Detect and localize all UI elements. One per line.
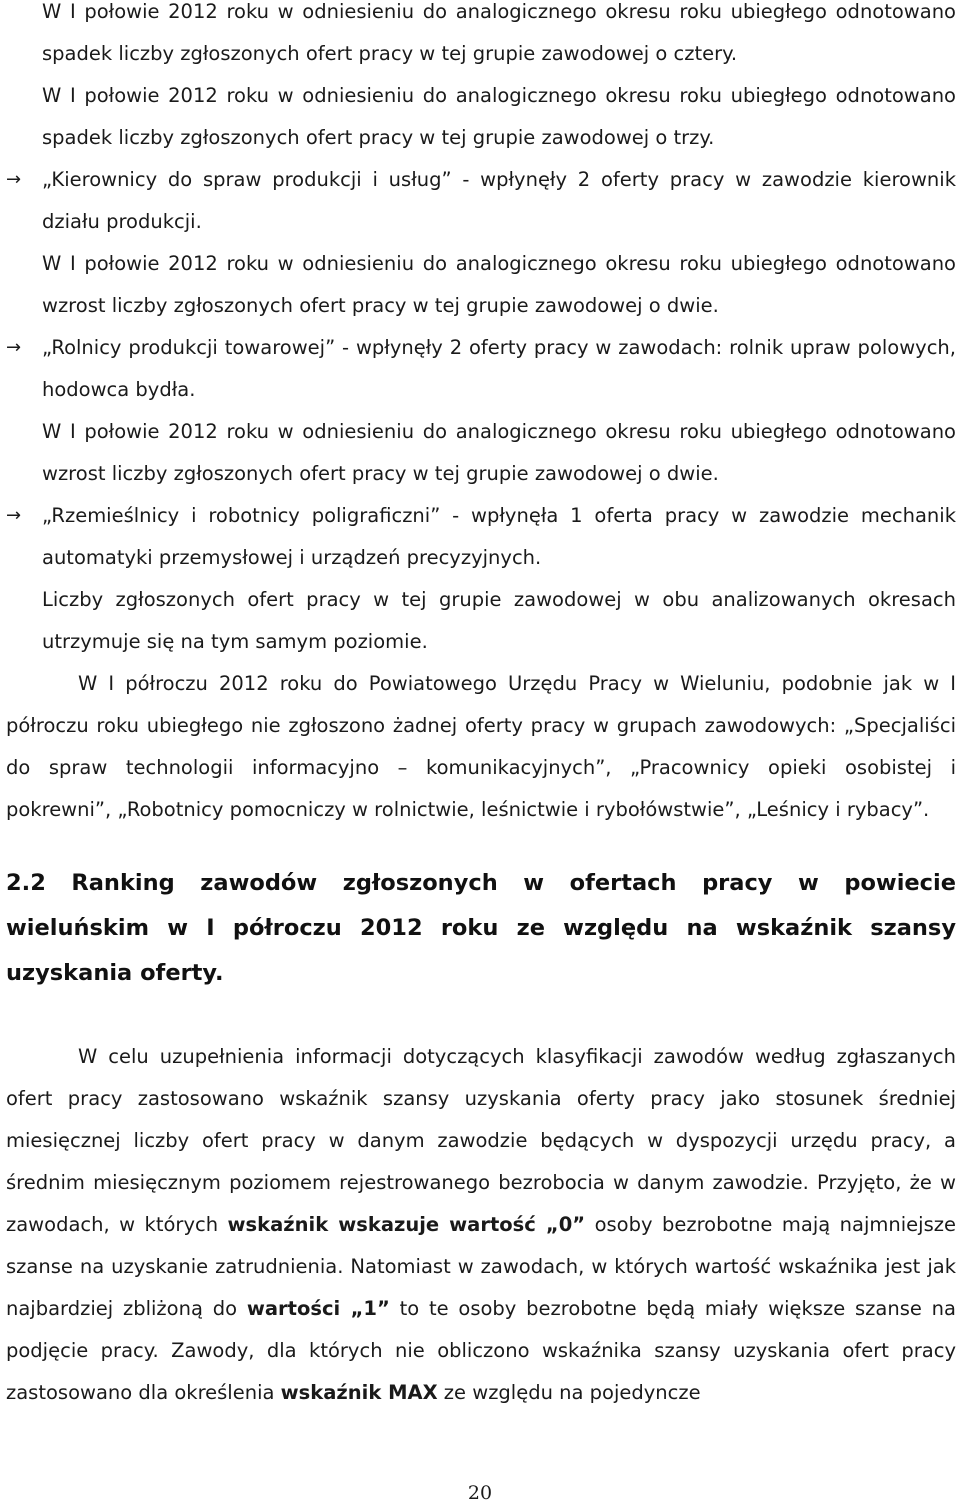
page-number: 20 bbox=[467, 1482, 493, 1504]
paragraph: Liczby zgłoszonych ofert pracy w tej grupie zawodowej w obu analizowanych okresach utrzymuje się na tym samym poziomie. bbox=[42, 588, 956, 653]
bullet-item bbox=[6, 159, 956, 243]
bullet-text: „Rolnicy produkcji towarowej” - wpłynęły 2 oferty pracy w zawodach: rolnik upraw polowych, hodowca bydła. bbox=[42, 336, 956, 401]
section-title: Ranking zawodów zgłoszonych w ofertach pracy w powiecie wieluńskim w I półroczu 2012 roku ze względu na wskaźnik szansy uzyskania oferty. bbox=[6, 870, 956, 986]
paragraph: W I połowie 2012 roku w odniesieniu do analogicznego okresu roku ubiegłego odnotowano wzrost liczby zgłoszonych ofert pracy w tej grupie zawodowej o dwie. bbox=[42, 420, 956, 485]
bold-text: wskaźnik wskazuje wartość „0” bbox=[227, 1213, 586, 1236]
paragraph: W I półroczu 2012 roku do Powiatowego Urzędu Pracy w Wieluniu, podobnie jak w I półroczu roku ubiegłego nie zgłoszono żadnej oferty pracy w grupach zawodowych: „Specjaliści do spraw technologii informacyjno – komunikacyjnych”, „Pracownicy opieki osobistej i pokrewni”, „Robotnicy pomocniczy w rolnictwie, leśnictwie i rybołówstwie”, „Leśnicy i rybacy”. bbox=[6, 672, 956, 821]
bullet-item bbox=[6, 495, 956, 579]
document-page bbox=[6, 0, 956, 1414]
bullet-text: „Rzemieślnicy i robotnicy poligraficzni” - wpłynęła 1 oferta pracy w zawodzie mechanik automatyki przemysłowej i urządzeń precyzyjnych. bbox=[42, 504, 956, 569]
bullet-text: „Kierownicy do spraw produkcji i usług” - wpłynęły 2 oferty pracy w zawodzie kierownik działu produkcji. bbox=[42, 168, 956, 233]
bold-text: wartości „1” bbox=[246, 1297, 390, 1320]
section-heading bbox=[6, 861, 956, 996]
bullet-item bbox=[6, 327, 956, 411]
bold-text: wskaźnik MAX bbox=[280, 1381, 438, 1404]
section-number: 2.2 bbox=[6, 870, 46, 896]
paragraph: W I połowie 2012 roku w odniesieniu do analogicznego okresu roku ubiegłego odnotowano spadek liczby zgłoszonych ofert pracy w tej grupie zawodowej o cztery. bbox=[42, 0, 956, 65]
paragraph: W I połowie 2012 roku w odniesieniu do analogicznego okresu roku ubiegłego odnotowano spadek liczby zgłoszonych ofert pracy w tej grupie zawodowej o trzy. bbox=[42, 84, 956, 149]
paragraph: W celu uzupełnienia informacji dotyczących klasyfikacji zawodów według zgłaszanych ofert pracy zastosowano wskaźnik szansy uzyskania oferty pracy jako stosunek średniej miesięcznej liczby ofert pracy w danym zawodzie będących w dyspozycji urzędu pracy, a średnim miesięcznym poziomem rejestrowanego bezrobocia w danym zawodzie. Przyjęto, że w zawodach, w których wskaźnik wskazuje wartość „0” osoby bezrobotne mają najmniejsze szanse na uzyskanie zatrudnienia. Natomiast w zawodach, w których wartość wskaźnika jest jak najbardziej zbliżoną do wartości „1” to te osoby bezrobotne będą miały większe szanse na podjęcie pracy. Zawody, dla których nie obliczono wskaźnika szansy uzyskania ofert pracy zastosowano dla określenia wskaźnik MAX ze względu na pojedyncze bbox=[6, 1045, 956, 1404]
paragraph: W I połowie 2012 roku w odniesieniu do analogicznego okresu roku ubiegłego odnotowano wzrost liczby zgłoszonych ofert pracy w tej grupie zawodowej o dwie. bbox=[42, 252, 956, 317]
right-arrow-icon: → bbox=[6, 505, 22, 526]
right-arrow-icon: → bbox=[6, 169, 22, 190]
right-arrow-icon: → bbox=[6, 337, 22, 358]
